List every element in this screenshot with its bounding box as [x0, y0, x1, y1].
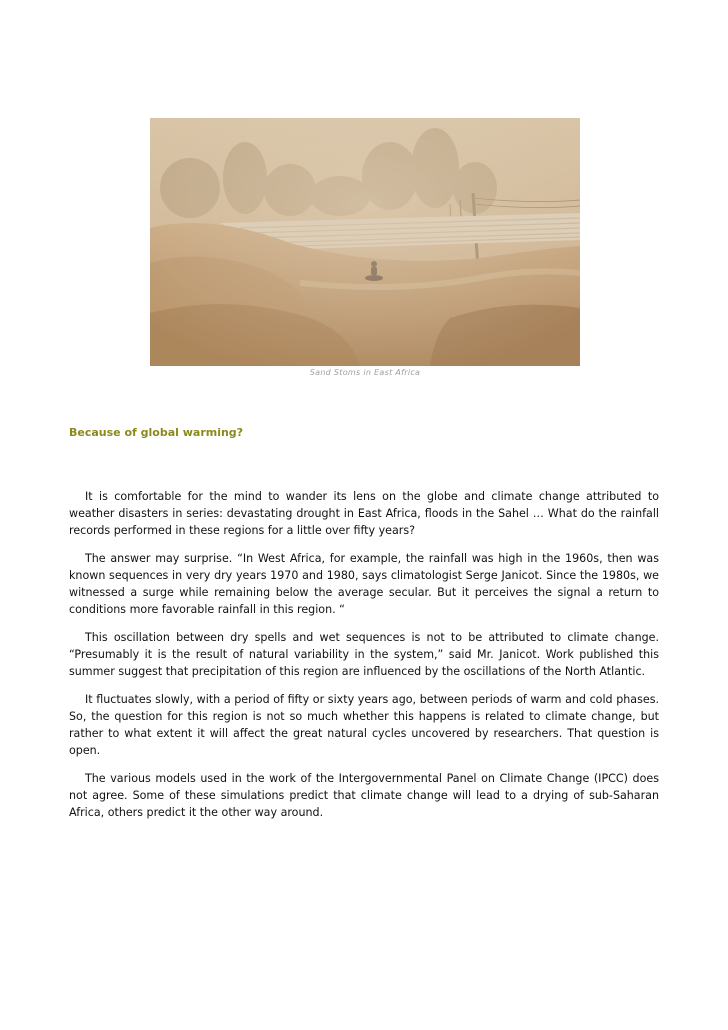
sandstorm-photo [150, 118, 580, 366]
paragraph: The various models used in the work of the Intergovernmental Panel on Climate Change (IPCC) does not agree. Some of these simulations predict that climate change will lead to a drying of sub-Saharan Africa, others predict it the other way around. [69, 772, 659, 819]
article-body [69, 488, 659, 832]
section-heading: Because of global warming? [69, 426, 244, 439]
paragraph: This oscillation between dry spells and wet sequences is not to be attributed to climate change. “Presumably it is the result of natural variability in the system,” said Mr. Janicot. Work published this summer suggest that precipitation of this region are influenced by the oscillations of the North Atlantic. [69, 631, 659, 678]
dusty-landscape-photo-icon [150, 118, 580, 366]
paragraph: It fluctuates slowly, with a period of fifty or sixty years ago, between periods of warm and cold phases. So, the question for this region is not so much whether this happens is related to climate change, but rather to what extent it will affect the great natural cycles uncovered by researchers. That question is open. [69, 693, 659, 757]
paragraph: It is comfortable for the mind to wander its lens on the globe and climate change attributed to weather disasters in series: devastating drought in East Africa, floods in the Sahel … What do the rainfall records performed in these regions for a little over fifty years? [69, 490, 659, 537]
paragraph: The answer may surprise. “In West Africa, for example, the rainfall was high in the 1960s, then was known sequences in very dry years 1970 and 1980, says climatologist Serge Janicot. Since the 1980s, we witnessed a surge while remaining below the average secular. But it perceives the signal a return to conditions more favorable rainfall in this region. “ [69, 552, 659, 616]
figure-caption: Sand Stoms in East Africa [309, 368, 421, 377]
